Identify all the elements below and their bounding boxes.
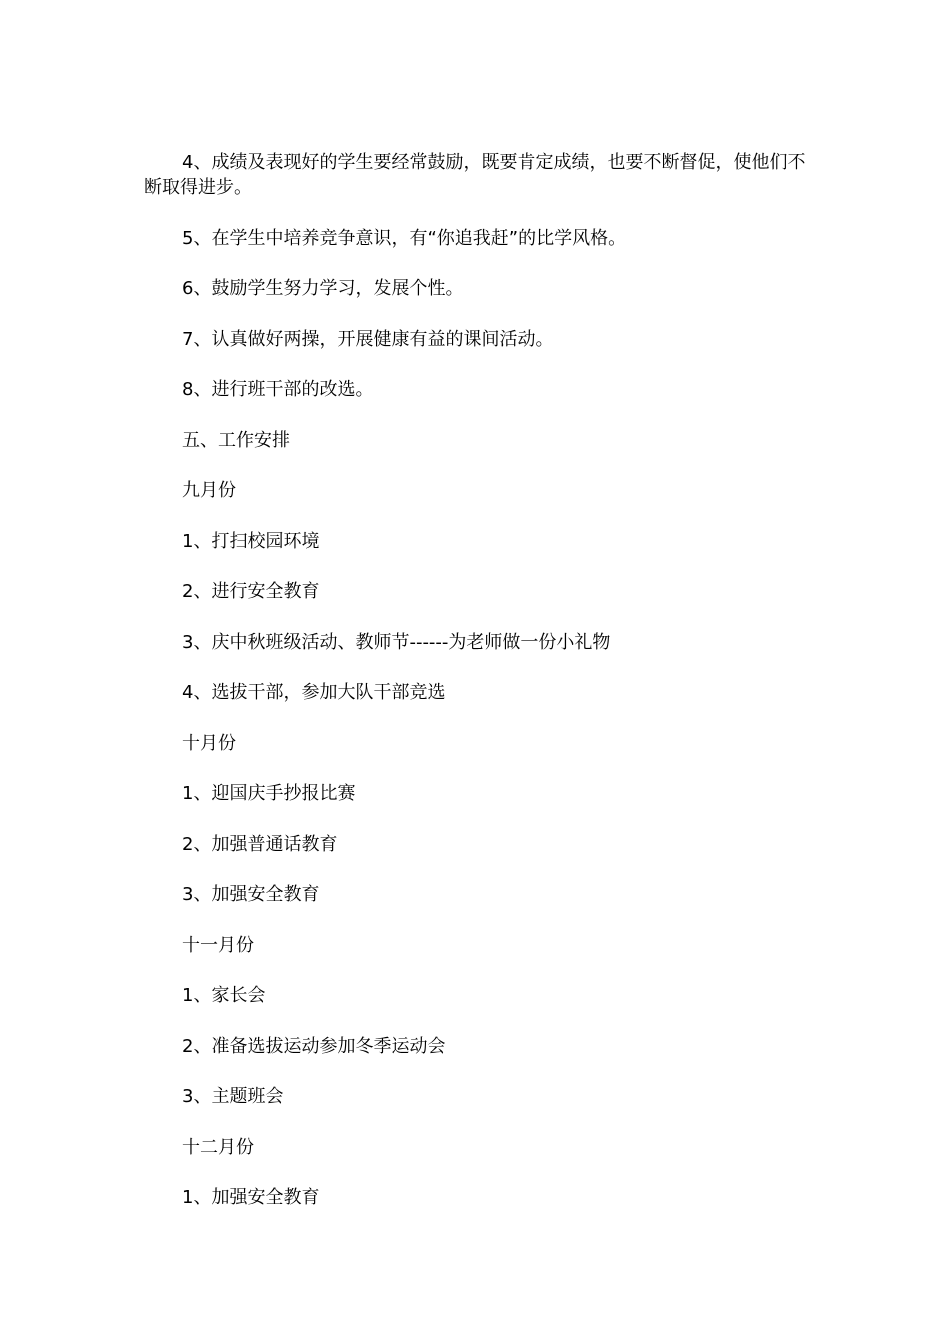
november-item-1: 1、家长会 [182,985,266,1006]
september-item-4: 4、选拔干部，参加大队干部竞选 [182,682,446,703]
month-heading-september: 九月份 [182,480,236,501]
november-item-2: 2、准备选拔运动参加冬季运动会 [182,1035,446,1057]
section-heading-work-plan: 五、工作安排 [182,429,290,451]
paragraph-item-5: 5、在学生中培养竞争意识，有“你追我赶”的比学风格。 [182,227,627,249]
month-heading-october: 十月份 [182,732,236,754]
november-item-3: 3、主题班会 [182,1086,284,1107]
paragraph-item-7: 7、认真做好两操，开展健康有益的课间活动。 [182,328,554,350]
september-item-2: 2、进行安全教育 [182,581,320,602]
paragraph-item-6: 6、鼓励学生努力学习，发展个性。 [182,278,464,299]
december-item-1: 1、加强安全教育 [182,1187,320,1208]
month-heading-november: 十一月份 [182,934,254,956]
september-item-1: 1、打扫校园环境 [182,530,320,552]
month-heading-december: 十二月份 [182,1136,254,1158]
october-item-1: 1、迎国庆手抄报比赛 [182,783,356,804]
document-body [144,150,810,1236]
paragraph-item-4: 4、成绩及表现好的学生要经常鼓励，既要肯定成绩，也要不断督促，使他们不断取得进步。 [144,152,806,198]
september-item-3: 3、庆中秋班级活动、教师节------为老师做一份小礼物 [182,631,611,653]
october-item-2: 2、加强普通话教育 [182,833,338,855]
october-item-3: 3、加强安全教育 [182,884,320,905]
paragraph-item-8: 8、进行班干部的改选。 [182,379,374,400]
